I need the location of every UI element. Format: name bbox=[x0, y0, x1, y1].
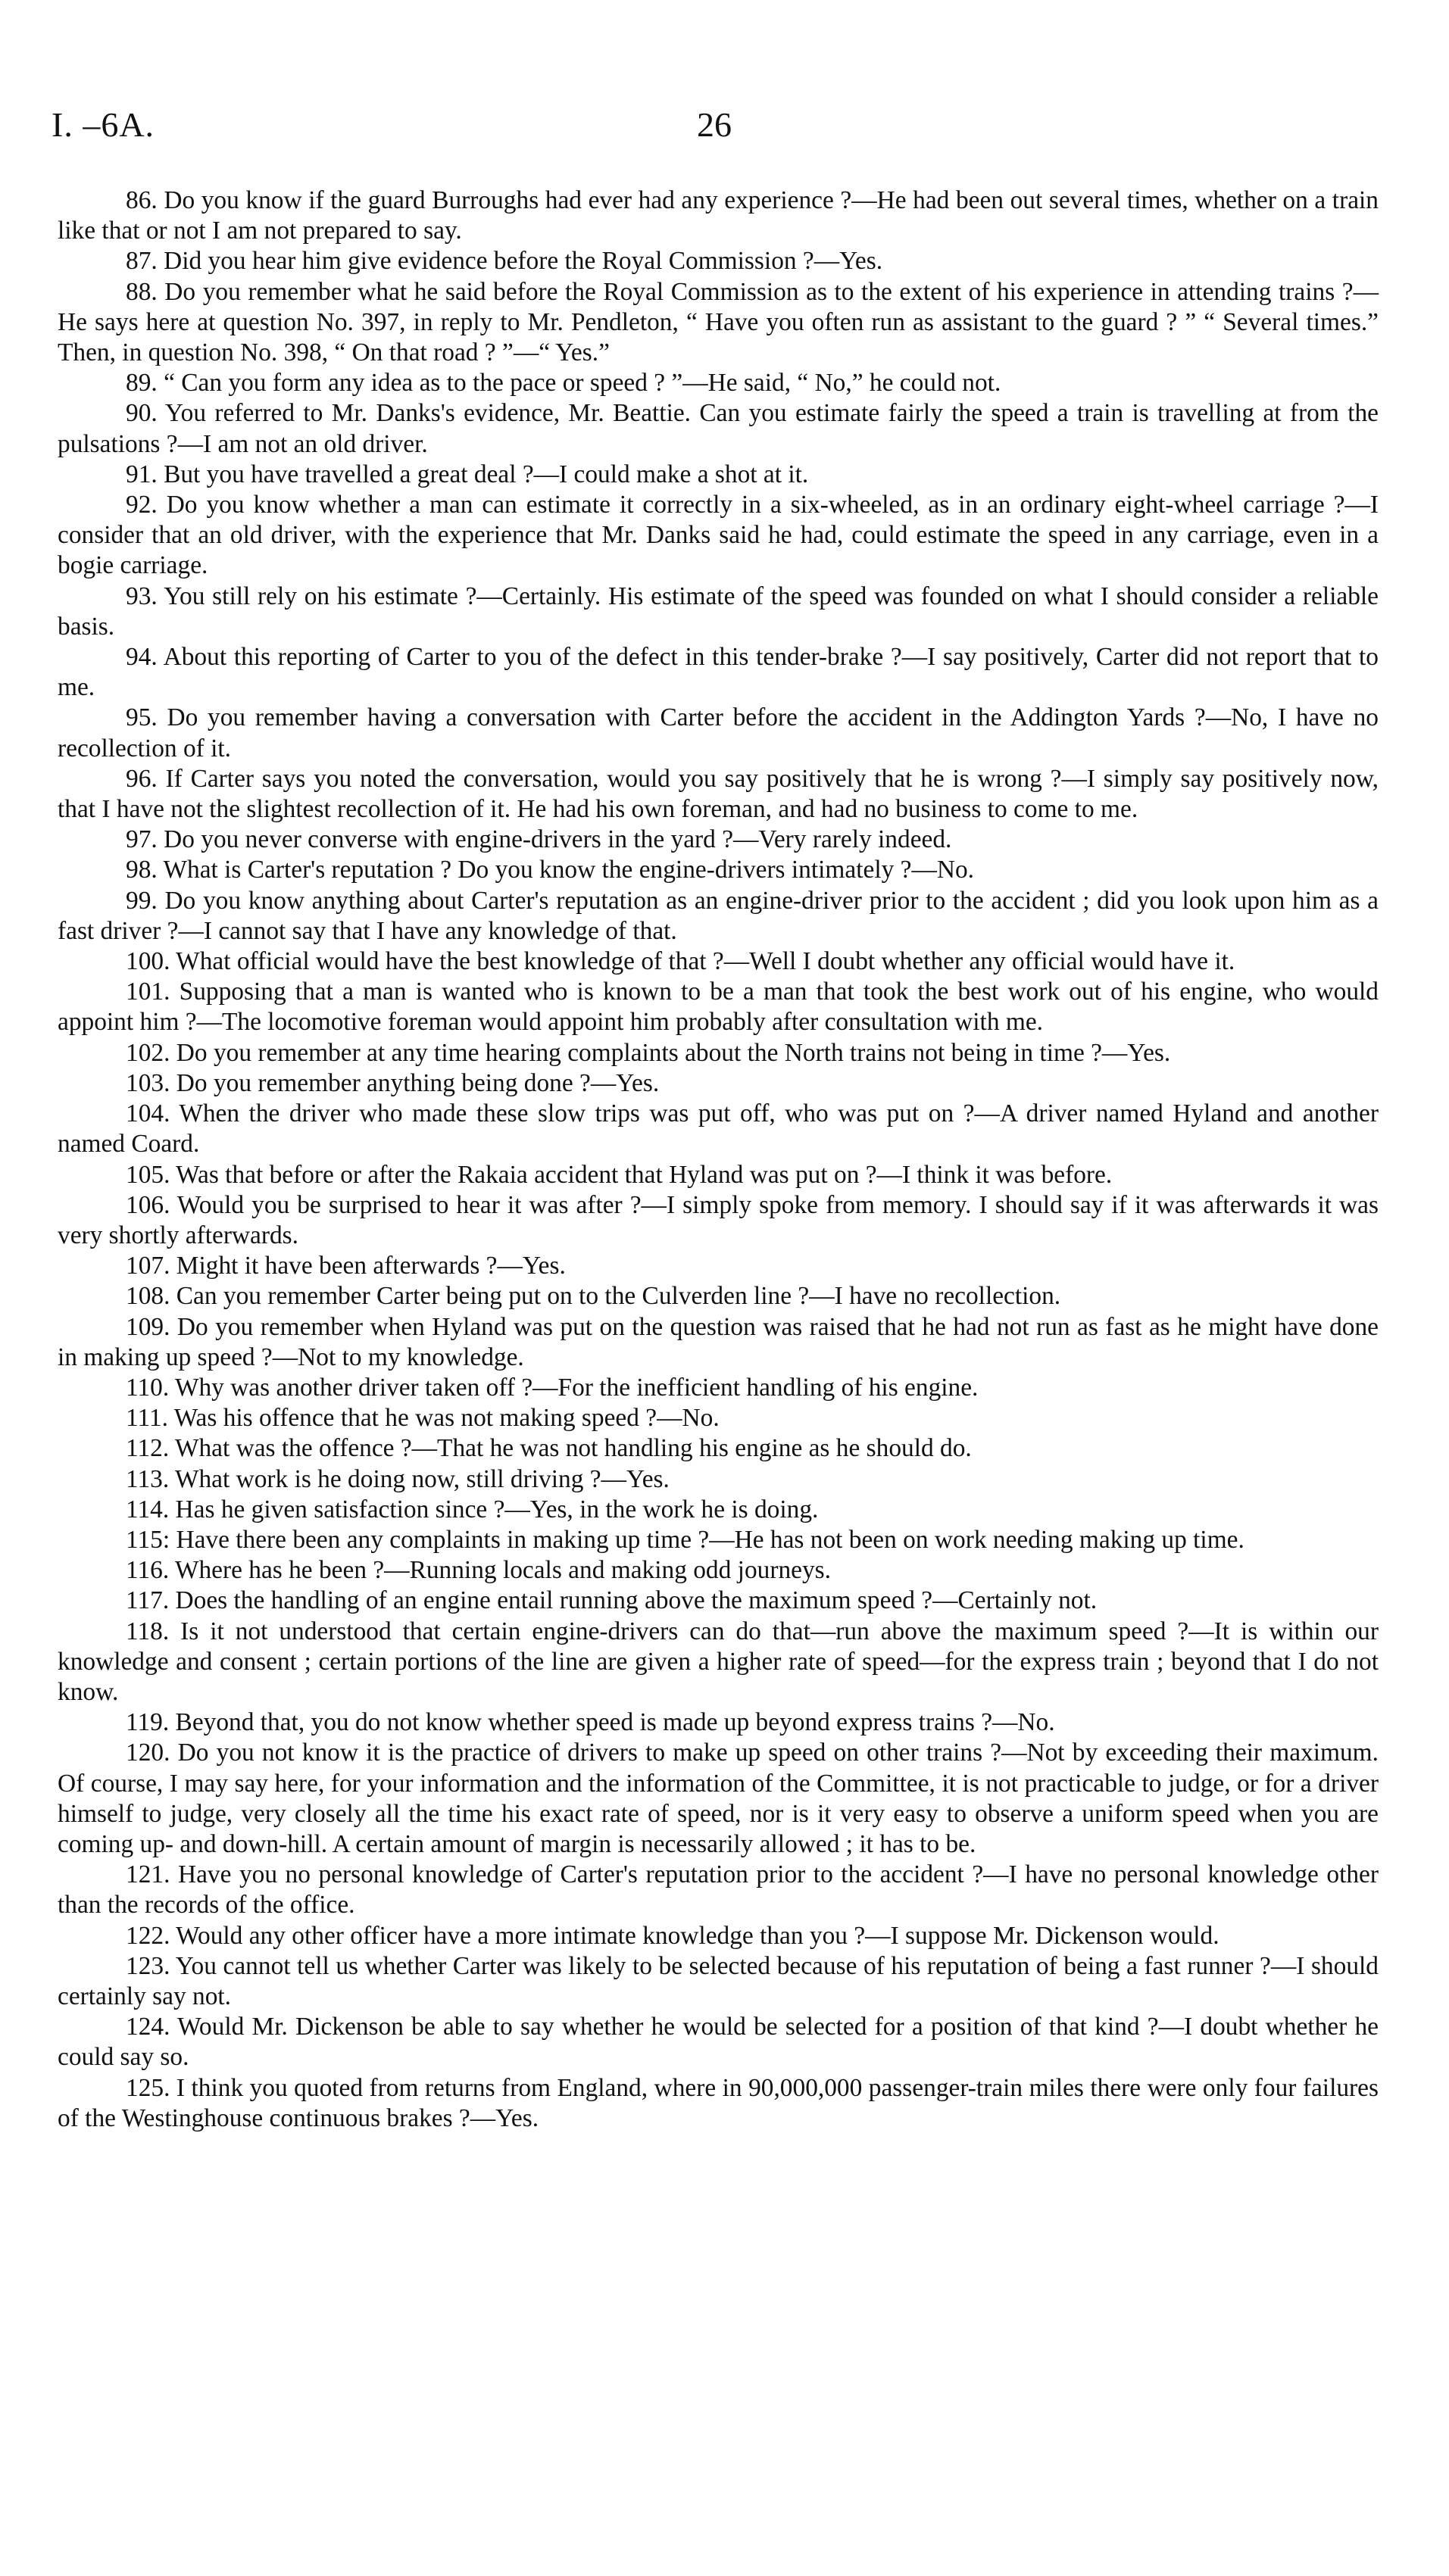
qa-entry-113: 113. What work is he doing now, still driving ?—Yes. bbox=[126, 1464, 670, 1493]
qa-entry-119: 119. Beyond that, you do not know whether speed is made up beyond express trains ?—No. bbox=[126, 1708, 1055, 1737]
qa-entry-106: 106. Would you be surprised to hear it was after ?—I simply spoke from memory. I should say if it was afterwards it was very shortly afterwards. bbox=[58, 1190, 1379, 1249]
qa-entry-95: 95. Do you remember having a conversation with Carter before the accident in the Addington Yards ?—No, I have no recollection of it. bbox=[58, 703, 1379, 763]
qa-entry-91: 91. But you have travelled a great deal ?—I could make a shot at it. bbox=[126, 460, 809, 488]
qa-entry-90: 90. You referred to Mr. Danks's evidence, Mr. Beattie. Can you estimate fairly the speed a train is travelling at from the pulsations ?—I am not an old driver. bbox=[58, 399, 1379, 458]
qa-entry-100: 100. What official would have the best knowledge of that ?—Well I doubt whether any official would have it. bbox=[126, 947, 1235, 976]
series-number: I. –6A. bbox=[52, 105, 155, 144]
qa-entry-109: 109. Do you remember when Hyland was put on the question was raised that he had not run as fast as he might have done in making up speed ?—Not to my knowledge. bbox=[58, 1312, 1379, 1371]
page-header bbox=[52, 104, 1377, 150]
qa-entry-120: 120. Do you not know it is the practice of drivers to make up speed on other trains ?—Not by exceeding their maximum. Of course, I may say here, for your information and the information of the Committee, it is not practicable to judge, or for a driver himself to judge, very closely all the time his exact rate of speed, nor is it very easy to observe a uniform speed when you are coming up- and down-hill. A certain amount of margin is necessarily allowed ; it has to be. bbox=[58, 1739, 1379, 1858]
qa-entry-102: 102. Do you remember at any time hearing complaints about the North trains not being in time ?—Yes. bbox=[126, 1038, 1171, 1067]
qa-entry-88: 88. Do you remember what he said before the Royal Commission as to the extent of his experience in attending trains ?—He says here at question No. 397, in reply to Mr. Pendleton, “ Have you often run as assistant to the guard ? ” “ Several times.” Then, in question No. 398, “ On that road ? ”—“ Yes.” bbox=[58, 277, 1379, 367]
qa-entry-97: 97. Do you never converse with engine-drivers in the yard ?—Very rarely indeed. bbox=[126, 825, 952, 854]
qa-entry-115: 115: Have there been any complaints in making up time ?—He has not been on work needing making up time. bbox=[126, 1525, 1244, 1554]
qa-entry-112: 112. What was the offence ?—That he was not handling his engine as he should do. bbox=[126, 1434, 972, 1463]
qa-entry-96: 96. If Carter says you noted the conversation, would you say positively that he is wrong ?—I simply say positively now, that I have not the slightest recollection of it. He had his own foreman, and had no business to come to me. bbox=[58, 764, 1379, 824]
qa-entry-108: 108. Can you remember Carter being put on to the Culverden line ?—I have no recollection. bbox=[126, 1282, 1061, 1311]
qa-entry-99: 99. Do you know anything about Carter's reputation as an engine-driver prior to the accident ; did you look upon him as a fast driver ?—I cannot say that I have any knowledge of that. bbox=[58, 886, 1379, 945]
qa-entry-110: 110. Why was another driver taken off ?—For the inefficient handling of his engine. bbox=[126, 1373, 979, 1402]
qa-entry-111: 111. Was his offence that he was not making speed ?—No. bbox=[126, 1404, 720, 1433]
qa-entry-104: 104. When the driver who made these slow trips was put off, who was put on ?—A driver named Hyland and another named Coard. bbox=[58, 1099, 1379, 1159]
question-answer-list bbox=[58, 186, 1379, 2134]
qa-entry-123: 123. You cannot tell us whether Carter was likely to be selected because of his reputation of being a fast runner ?—I should certainly say not. bbox=[58, 1951, 1379, 2010]
qa-entry-103: 103. Do you remember anything being done ?—Yes. bbox=[126, 1068, 660, 1097]
page-number: 26 bbox=[697, 105, 732, 144]
qa-entry-116: 116. Where has he been ?—Running locals and making odd journeys. bbox=[126, 1556, 832, 1585]
qa-entry-98: 98. What is Carter's reputation ? Do you know the engine-drivers intimately ?—No. bbox=[126, 856, 975, 884]
qa-entry-118: 118. Is it not understood that certain engine-drivers can do that—run above the maximum speed ?—It is within our knowledge and consent ; certain portions of the line are given a higher rate of speed—for the express train ; beyond that I do not know. bbox=[58, 1617, 1379, 1706]
qa-entry-105: 105. Was that before or after the Rakaia accident that Hyland was put on ?—I think it was before. bbox=[126, 1160, 1113, 1189]
qa-entry-94: 94. About this reporting of Carter to you of the defect in this tender-brake ?—I say positively, Carter did not report that to me. bbox=[58, 643, 1379, 702]
qa-entry-92: 92. Do you know whether a man can estimate it correctly in a six-wheeled, as in an ordinary eight-wheel carriage ?—I consider that an old driver, with the experience that Mr. Danks said he had, could estimate the speed in any carriage, even in a bogie carriage. bbox=[58, 491, 1379, 580]
qa-entry-124: 124. Would Mr. Dickenson be able to say whether he would be selected for a position of that kind ?—I doubt whether he could say so. bbox=[58, 2013, 1379, 2072]
qa-entry-86: 86. Do you know if the guard Burroughs had ever had any experience ?—He had been out several times, whether on a train like that or not I am not prepared to say. bbox=[58, 186, 1379, 245]
qa-entry-117: 117. Does the handling of an engine entail running above the maximum speed ?—Certainly not. bbox=[126, 1586, 1098, 1615]
qa-entry-107: 107. Might it have been afterwards ?—Yes. bbox=[126, 1252, 566, 1280]
qa-entry-114: 114. Has he given satisfaction since ?—Yes, in the work he is doing. bbox=[126, 1495, 819, 1523]
qa-entry-87: 87. Did you hear him give evidence before the Royal Commission ?—Yes. bbox=[126, 247, 883, 276]
qa-entry-121: 121. Have you no personal knowledge of Carter's reputation prior to the accident ?—I have no personal knowledge other than the records of the office. bbox=[58, 1860, 1379, 1920]
qa-entry-101: 101. Supposing that a man is wanted who is known to be a man that took the best work out of his engine, who would appoint him ?—The locomotive foreman would appoint him probably after consultation with me. bbox=[58, 978, 1379, 1037]
qa-entry-122: 122. Would any other officer have a more intimate knowledge than you ?—I suppose Mr. Dickenson would. bbox=[126, 1921, 1219, 1950]
qa-entry-89: 89. “ Can you form any idea as to the pace or speed ? ”—He said, “ No,” he could not. bbox=[126, 369, 1001, 398]
qa-entry-93: 93. You still rely on his estimate ?—Certainly. His estimate of the speed was founded on what I should consider a reliable basis. bbox=[58, 582, 1379, 641]
qa-entry-125: 125. I think you quoted from returns from England, where in 90,000,000 passenger-train miles there were only four failures of the Westinghouse continuous brakes ?—Yes. bbox=[58, 2073, 1379, 2132]
